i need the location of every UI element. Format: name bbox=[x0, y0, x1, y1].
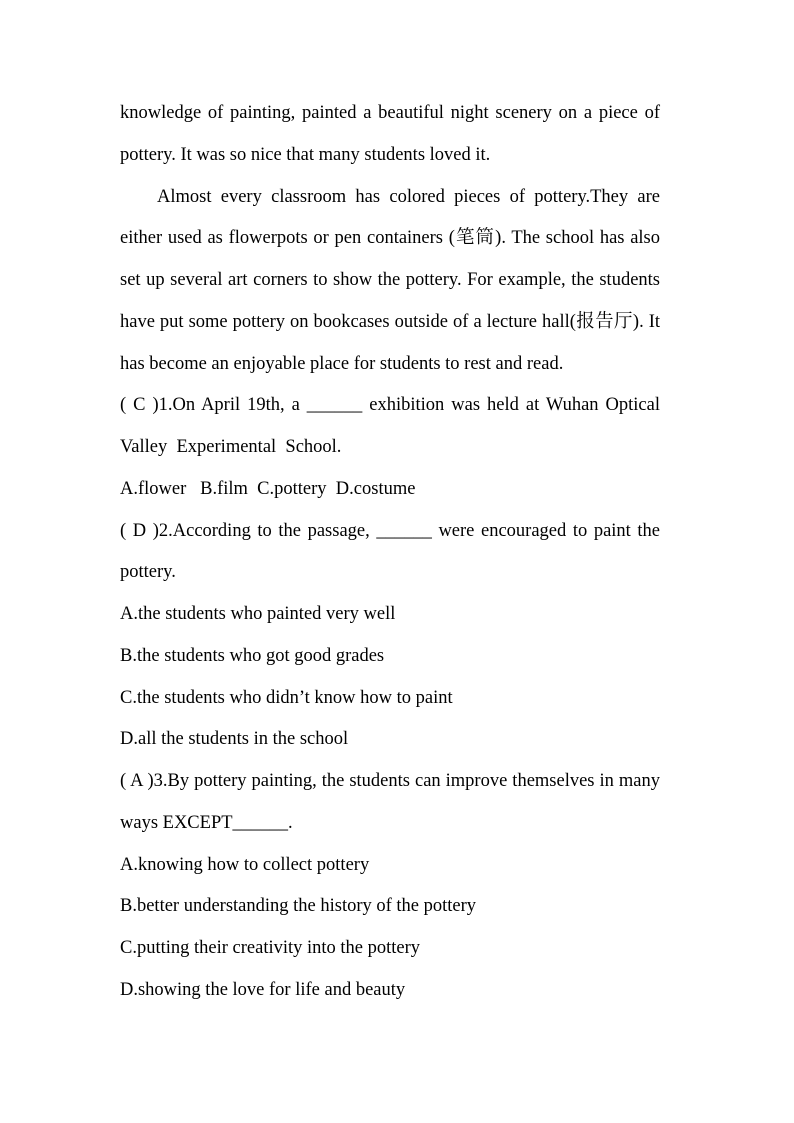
passage-line: pottery. It was so nice that many students loved it. bbox=[120, 144, 491, 165]
option-line: B.better understanding the history of the pottery bbox=[120, 896, 477, 917]
passage-line: knowledge of painting, painted a beautiful night scenery on a piece of bbox=[120, 103, 660, 123]
question-stem-line: ways EXCEPT______. bbox=[120, 812, 293, 833]
question-stem-line: ( A )3.By pottery painting, the students can improve themselves in many bbox=[120, 771, 660, 791]
question-2 bbox=[120, 511, 660, 762]
option-line: D.all the students in the school bbox=[120, 729, 349, 750]
question-1 bbox=[120, 385, 660, 510]
passage-paragraph-1 bbox=[120, 93, 660, 177]
passage-line: has become an enjoyable place for students to rest and read. bbox=[120, 353, 564, 374]
passage-line: set up several art corners to show the pottery. For example, the students bbox=[120, 270, 660, 290]
question-stem-line: ( D )2.According to the passage, ______ were encouraged to paint the bbox=[120, 520, 660, 541]
passage-paragraph-2 bbox=[120, 177, 660, 386]
option-line: A.knowing how to collect pottery bbox=[120, 854, 370, 875]
option-line: C.the students who didn’t know how to paint bbox=[120, 687, 453, 708]
option-line: B.the students who got good grades bbox=[120, 645, 385, 666]
option-line: C.putting their creativity into the pottery bbox=[120, 938, 421, 958]
option-line: A.the students who painted very well bbox=[120, 604, 396, 624]
passage-line: Almost every classroom has colored pieces of pottery.They are bbox=[157, 186, 660, 207]
option-line: D.showing the love for life and beauty bbox=[120, 979, 406, 1000]
passage-line: have put some pottery on bookcases outside of a lecture hall(报告厅). It bbox=[120, 311, 660, 332]
question-stem-line: Valley Experimental School. bbox=[120, 437, 342, 457]
question-3 bbox=[120, 761, 660, 1012]
question-stem-line: ( C )1.On April 19th, a ______ exhibition was held at Wuhan Optical bbox=[120, 395, 660, 416]
passage-line: either used as flowerpots or pen containers (笔筒). The school has also bbox=[120, 228, 660, 249]
question-stem-line: pottery. bbox=[120, 562, 176, 583]
question-options-inline: A.flower B.film C.pottery D.costume bbox=[120, 478, 416, 499]
